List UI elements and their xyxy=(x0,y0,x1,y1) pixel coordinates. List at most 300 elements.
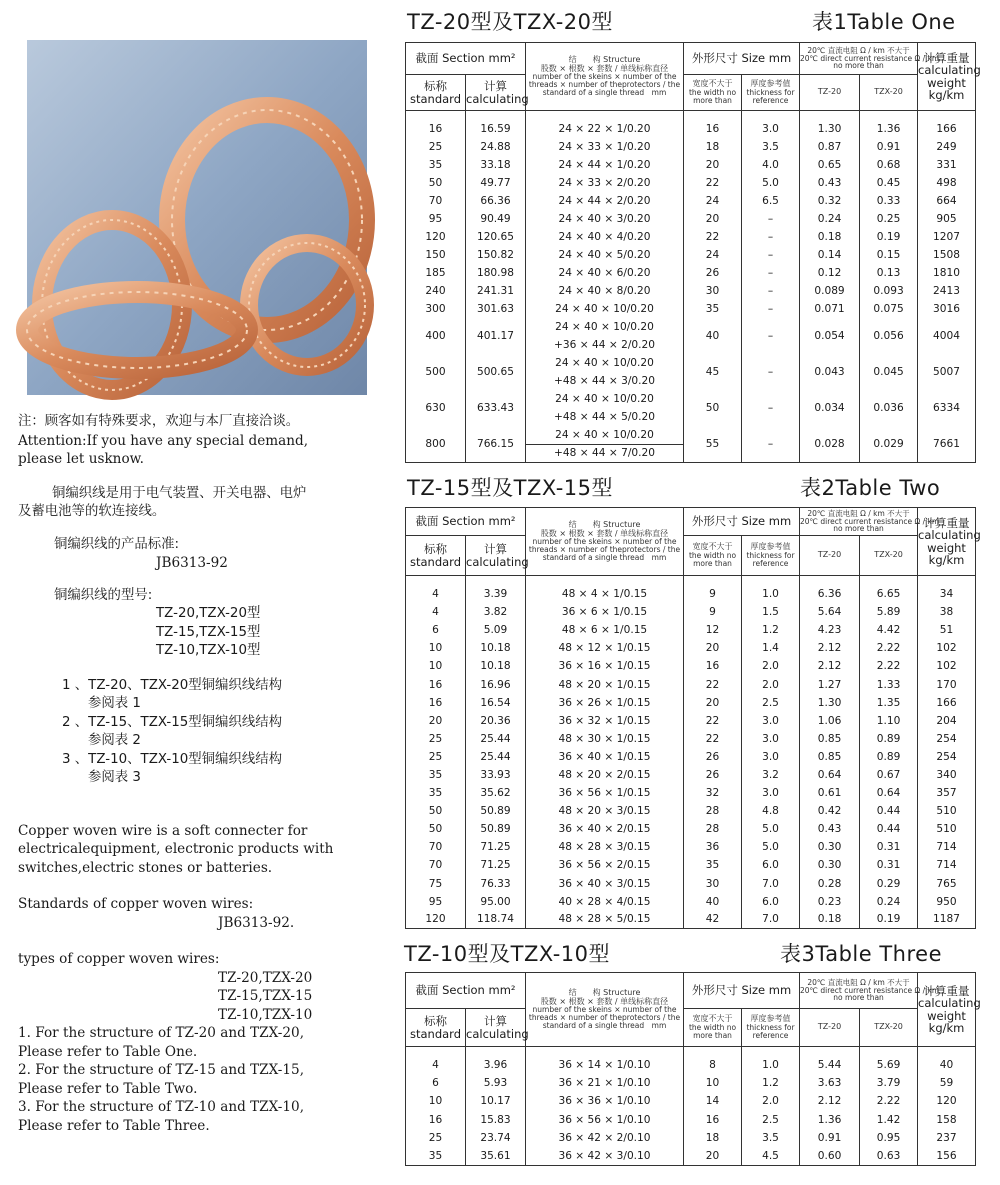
header-resist-1: 20℃ 直流电阻 Ω / km 不大于 xyxy=(807,508,910,518)
header-resist-3: no more than xyxy=(833,61,884,71)
cell-tz: 0.43 xyxy=(800,820,860,838)
cell-standard: 300 xyxy=(406,300,466,318)
note-en-1: Attention:If you have any special demand, xyxy=(18,432,309,449)
header-thick-cn: 厚度参考值 xyxy=(750,79,791,89)
table-row xyxy=(406,784,976,802)
cell-tzx: 0.31 xyxy=(860,838,918,856)
table-pad-cell xyxy=(526,111,684,121)
cell-standard: 50 xyxy=(406,802,466,820)
cell-thickness: – xyxy=(742,264,800,282)
header-standard-en: standard xyxy=(409,91,461,106)
table-pad-cell xyxy=(800,1047,860,1057)
cell-thickness: 2.5 xyxy=(742,694,800,712)
header-width-cn: 宽度不大于 xyxy=(692,79,733,89)
header-weight-en-1: calculating xyxy=(918,528,981,543)
cell-structure: 24 × 40 × 8/0.20 xyxy=(526,282,684,300)
table-pad-cell xyxy=(860,576,918,586)
cell-width: 42 xyxy=(684,911,742,929)
cell-thickness: 3.0 xyxy=(742,748,800,766)
cell-tzx: 1.33 xyxy=(860,675,918,693)
table-pad-cell xyxy=(918,111,976,121)
cell-calculating: 35.62 xyxy=(466,784,526,802)
ref-cn-3-l1: 3 、TZ-10、TZX-10型铜编织线结构 xyxy=(62,751,283,767)
note-cn: 注：顾客如有特殊要求，欢迎与本厂直接洽谈。 xyxy=(18,414,300,429)
cell-tzx: 5.69 xyxy=(860,1056,918,1074)
header-weight xyxy=(918,973,981,1047)
cell-standard: 95 xyxy=(406,893,466,911)
cell-width: 22 xyxy=(684,730,742,748)
table1-label: 表1Table One xyxy=(812,10,956,34)
header-structure-en-3: standard of a single thread mm xyxy=(542,1021,667,1031)
cell-weight: 166 xyxy=(918,120,976,138)
cell-tz: 0.28 xyxy=(800,875,860,893)
table2-label: 表2Table Two xyxy=(800,476,941,500)
cell-structure-2: +48 × 44 × 7/0.20 xyxy=(526,444,684,462)
cell-weight: 714 xyxy=(918,838,976,856)
table-row xyxy=(406,802,976,820)
header-resistance xyxy=(800,508,940,536)
cell-structure: 36 × 42 × 2/0.10 xyxy=(526,1129,684,1147)
types-cn-3: TZ-10,TZX-10型 xyxy=(156,643,261,658)
header-width-cn: 宽度不大于 xyxy=(692,1014,733,1024)
table-row xyxy=(406,820,976,838)
cell-tzx: 0.19 xyxy=(860,911,918,929)
table-row xyxy=(406,712,976,730)
table-row xyxy=(406,657,976,675)
cell-structure: 24 × 40 × 4/0.20 xyxy=(526,228,684,246)
cell-thickness: 3.0 xyxy=(742,120,800,138)
cell-thickness: 6.0 xyxy=(742,856,800,874)
cell-thickness: 3.2 xyxy=(742,766,800,784)
header-standard xyxy=(406,75,466,111)
header-resist-3: no more than xyxy=(833,993,884,1003)
cell-tz: 0.43 xyxy=(800,174,860,192)
header-resistance xyxy=(800,973,940,1009)
header-width xyxy=(684,1009,742,1047)
cell-width: 18 xyxy=(684,138,742,156)
header-weight-unit: kg/km xyxy=(928,87,965,102)
cell-weight: 1207 xyxy=(918,228,976,246)
cell-tz: 0.32 xyxy=(800,192,860,210)
cell-width: 32 xyxy=(684,784,742,802)
table-pad-cell xyxy=(742,111,800,121)
std-cn-value: JB6313-92 xyxy=(156,555,228,571)
ref-en-1-l2: Please refer to Table One. xyxy=(18,1043,198,1060)
cell-calculating: 633.43 xyxy=(466,390,526,426)
cell-thickness: – xyxy=(742,318,800,354)
cell-calculating: 16.59 xyxy=(466,120,526,138)
cell-width: 20 xyxy=(684,1147,742,1165)
header-weight-cn: 计算重量 xyxy=(923,516,970,531)
cell-width: 12 xyxy=(684,621,742,639)
cell-weight: 950 xyxy=(918,893,976,911)
cell-calculating: 71.25 xyxy=(466,838,526,856)
cell-width: 22 xyxy=(684,712,742,730)
cell-weight: 254 xyxy=(918,748,976,766)
cell-calculating: 16.96 xyxy=(466,675,526,693)
table-row xyxy=(406,639,976,657)
header-calc-cn: 计算 xyxy=(484,542,507,557)
header-calc-en: calculating xyxy=(466,554,529,569)
cell-standard: 35 xyxy=(406,784,466,802)
ref-en-3-l1: 3. For the structure of TZ-10 and TZX-10, xyxy=(18,1099,305,1115)
cell-width: 40 xyxy=(684,893,742,911)
cell-tz: 1.27 xyxy=(800,675,860,693)
header-weight-cn: 计算重量 xyxy=(923,51,970,66)
header-width-en-1: the width no xyxy=(688,1023,737,1033)
cell-structure: 36 × 40 × 2/0.15 xyxy=(526,820,684,838)
cell-standard: 150 xyxy=(406,246,466,264)
cell-thickness: 2.0 xyxy=(742,1092,800,1110)
table-row xyxy=(406,138,976,156)
table-row xyxy=(406,426,976,444)
cell-tzx: 2.22 xyxy=(860,657,918,675)
header-standard-cn: 标称 xyxy=(424,1014,447,1029)
cell-tz: 1.30 xyxy=(800,120,860,138)
cell-tz: 0.071 xyxy=(800,300,860,318)
cell-structure: 36 × 56 × 1/0.10 xyxy=(526,1111,684,1129)
cell-calculating: 10.17 xyxy=(466,1092,526,1110)
cell-width: 20 xyxy=(684,210,742,228)
cell-weight: 38 xyxy=(918,603,976,621)
cell-tz: 0.30 xyxy=(800,856,860,874)
cell-weight: 51 xyxy=(918,621,976,639)
table2-title: TZ-15型及TZX-15型 xyxy=(407,476,613,500)
cell-width: 30 xyxy=(684,875,742,893)
cell-tz: 1.30 xyxy=(800,694,860,712)
cell-calculating: 766.15 xyxy=(466,426,526,462)
cell-tz: 0.30 xyxy=(800,838,860,856)
cell-tz: 0.87 xyxy=(800,138,860,156)
table-row xyxy=(406,675,976,693)
cell-thickness: 3.0 xyxy=(742,730,800,748)
header-resistance xyxy=(800,43,940,75)
header-thick-en-2: reference xyxy=(752,1030,789,1040)
cell-thickness: 3.5 xyxy=(742,1129,800,1147)
cell-tz: 6.36 xyxy=(800,585,860,603)
header-weight xyxy=(918,43,981,111)
header-thick-en-2: reference xyxy=(752,95,789,105)
header-structure-en-1: number of the skeins × number of the xyxy=(532,72,677,82)
cell-tz: 0.043 xyxy=(800,354,860,390)
cell-tzx: 0.075 xyxy=(860,300,918,318)
cell-thickness: – xyxy=(742,426,800,462)
cell-thickness: 1.4 xyxy=(742,639,800,657)
cell-weight: 156 xyxy=(918,1147,976,1165)
cell-structure: 36 × 40 × 3/0.15 xyxy=(526,875,684,893)
cell-tzx: 0.29 xyxy=(860,875,918,893)
cell-thickness: – xyxy=(742,390,800,426)
cell-tzx: 3.79 xyxy=(860,1074,918,1092)
cell-tzx: 0.68 xyxy=(860,156,918,174)
table-pad-cell xyxy=(860,1047,918,1057)
header-size: 外形尺寸 Size mm xyxy=(684,508,800,536)
cell-weight: 7661 xyxy=(918,426,976,462)
cell-structure: 24 × 33 × 2/0.20 xyxy=(526,174,684,192)
header-thick-cn: 厚度参考值 xyxy=(750,1014,791,1024)
cell-thickness: – xyxy=(742,354,800,390)
cell-structure: 36 × 36 × 1/0.10 xyxy=(526,1092,684,1110)
cell-tz: 2.12 xyxy=(800,657,860,675)
cell-standard: 16 xyxy=(406,675,466,693)
cell-weight: 5007 xyxy=(918,354,976,390)
cell-structure: 36 × 56 × 1/0.15 xyxy=(526,784,684,802)
header-resist-2: 20℃ direct current resistance Ω / km xyxy=(800,53,940,63)
cell-structure-2: +48 × 44 × 3/0.20 xyxy=(526,372,684,390)
header-resist-1: 20℃ 直流电阻 Ω / km 不大于 xyxy=(807,977,910,987)
header-width xyxy=(684,75,742,111)
cell-standard: 6 xyxy=(406,1074,466,1092)
cell-tzx: 0.25 xyxy=(860,210,918,228)
cell-standard: 16 xyxy=(406,1111,466,1129)
header-calculating xyxy=(466,536,529,576)
cell-structure: 48 × 6 × 1/0.15 xyxy=(526,621,684,639)
cell-thickness: – xyxy=(742,282,800,300)
cell-structure: 48 × 4 × 1/0.15 xyxy=(526,585,684,603)
cell-tzx: 1.10 xyxy=(860,712,918,730)
cell-thickness: – xyxy=(742,228,800,246)
cell-structure: 24 × 40 × 5/0.20 xyxy=(526,246,684,264)
cell-width: 24 xyxy=(684,246,742,264)
cell-standard: 10 xyxy=(406,639,466,657)
cell-standard: 35 xyxy=(406,156,466,174)
cell-tz: 0.42 xyxy=(800,802,860,820)
cell-structure: 24 × 40 × 10/0.20 xyxy=(526,390,684,408)
cell-width: 22 xyxy=(684,228,742,246)
header-thick-en-2: reference xyxy=(752,558,789,568)
cell-calculating: 301.63 xyxy=(466,300,526,318)
cell-weight: 905 xyxy=(918,210,976,228)
cell-thickness: 4.0 xyxy=(742,156,800,174)
cell-weight: 34 xyxy=(918,585,976,603)
cell-tz: 0.23 xyxy=(800,893,860,911)
cell-calculating: 3.96 xyxy=(466,1056,526,1074)
cell-weight: 357 xyxy=(918,784,976,802)
cell-standard: 25 xyxy=(406,1129,466,1147)
table-pad-cell xyxy=(918,576,976,586)
cell-tz: 3.63 xyxy=(800,1074,860,1092)
table-row xyxy=(406,174,976,192)
desc-cn-2: 及蓄电池等的软连接线。 xyxy=(18,504,166,519)
header-resist-2: 20℃ direct current resistance Ω / km xyxy=(800,985,940,995)
header-structure-en-1: number of the skeins × number of the xyxy=(532,1005,677,1015)
header-standard-cn: 标称 xyxy=(424,79,447,94)
cell-tzx: 0.67 xyxy=(860,766,918,784)
cell-structure: 24 × 40 × 10/0.20 xyxy=(526,354,684,372)
cell-tzx: 5.89 xyxy=(860,603,918,621)
cell-width: 10 xyxy=(684,1074,742,1092)
cell-tzx: 0.64 xyxy=(860,784,918,802)
cell-weight: 59 xyxy=(918,1074,976,1092)
header-structure xyxy=(526,508,684,576)
ref-en-2-l1: 2. For the structure of TZ-15 and TZX-15, xyxy=(18,1062,305,1078)
cell-tz: 4.23 xyxy=(800,621,860,639)
cell-tz: 0.054 xyxy=(800,318,860,354)
cell-structure: 24 × 40 × 10/0.20 xyxy=(526,426,684,444)
cell-tz: 0.61 xyxy=(800,784,860,802)
cell-weight: 170 xyxy=(918,675,976,693)
note-en-2: please let usknow. xyxy=(18,451,144,467)
cell-calculating: 16.54 xyxy=(466,694,526,712)
cell-calculating: 180.98 xyxy=(466,264,526,282)
cell-tz: 0.14 xyxy=(800,246,860,264)
table-pad-cell xyxy=(466,111,526,121)
cell-standard: 50 xyxy=(406,820,466,838)
cell-thickness: 5.0 xyxy=(742,174,800,192)
cell-calculating: 50.89 xyxy=(466,820,526,838)
std-en-value: JB6313-92. xyxy=(218,914,295,931)
header-tzx20: TZX-20 xyxy=(860,75,918,111)
table1 xyxy=(405,42,981,463)
header-structure-cn-2: 股数 × 根数 × 套数 / 单线标称直径 xyxy=(540,528,669,538)
cell-standard: 500 xyxy=(406,354,466,390)
header-calc-cn: 计算 xyxy=(484,1014,507,1029)
cell-thickness: – xyxy=(742,300,800,318)
table-pad-cell xyxy=(742,576,800,586)
std-en-label: Standards of copper woven wires: xyxy=(18,896,254,912)
cell-tzx: 0.093 xyxy=(860,282,918,300)
cell-standard: 50 xyxy=(406,174,466,192)
cell-calculating: 120.65 xyxy=(466,228,526,246)
table-row xyxy=(406,318,976,336)
cell-structure: 24 × 44 × 1/0.20 xyxy=(526,156,684,174)
table-row xyxy=(406,264,976,282)
cell-calculating: 50.89 xyxy=(466,802,526,820)
cell-tzx: 0.63 xyxy=(860,1147,918,1165)
cell-structure: 36 × 6 × 1/0.15 xyxy=(526,603,684,621)
header-size: 外形尺寸 Size mm xyxy=(684,43,800,75)
cell-thickness: – xyxy=(742,246,800,264)
cell-tzx: 1.36 xyxy=(860,120,918,138)
cell-calculating: 90.49 xyxy=(466,210,526,228)
header-weight-en-2: weight xyxy=(927,75,966,90)
cell-weight: 254 xyxy=(918,730,976,748)
cell-standard: 75 xyxy=(406,875,466,893)
cell-thickness: 2.0 xyxy=(742,657,800,675)
cell-width: 35 xyxy=(684,300,742,318)
cell-structure: 24 × 40 × 6/0.20 xyxy=(526,264,684,282)
cell-structure: 48 × 12 × 1/0.15 xyxy=(526,639,684,657)
table-pad-cell xyxy=(466,576,526,586)
cell-standard: 4 xyxy=(406,585,466,603)
cell-tz: 2.12 xyxy=(800,1092,860,1110)
table2 xyxy=(405,507,981,929)
header-tz20: TZ-20 xyxy=(800,75,860,111)
header-thickness xyxy=(742,1009,800,1047)
header-structure-cn-1: 结 构 Structure xyxy=(568,987,641,997)
header-structure-en-3: standard of a single thread mm xyxy=(542,88,667,98)
cell-calculating: 500.65 xyxy=(466,354,526,390)
cell-structure: 48 × 20 × 2/0.15 xyxy=(526,766,684,784)
cell-weight: 1810 xyxy=(918,264,976,282)
table-row xyxy=(406,893,976,911)
table-row xyxy=(406,621,976,639)
cell-width: 20 xyxy=(684,694,742,712)
types-cn-2: TZ-15,TZX-15型 xyxy=(156,624,261,640)
cell-tzx: 0.24 xyxy=(860,893,918,911)
header-width-en-1: the width no xyxy=(688,551,737,561)
cell-weight: 120 xyxy=(918,1092,976,1110)
cell-thickness: 1.2 xyxy=(742,1074,800,1092)
header-size: 外形尺寸 Size mm xyxy=(684,973,800,1009)
cell-structure: 24 × 33 × 1/0.20 xyxy=(526,138,684,156)
header-width-en-2: more than xyxy=(693,95,732,105)
cell-tz: 0.18 xyxy=(800,911,860,929)
header-structure-en-2: threads × number of theprotectors / the xyxy=(528,1013,681,1023)
table-pad-cell xyxy=(684,576,742,586)
table-pad-cell xyxy=(526,1047,684,1057)
cell-structure: 36 × 14 × 1/0.10 xyxy=(526,1056,684,1074)
cell-standard: 120 xyxy=(406,911,466,929)
cell-weight: 102 xyxy=(918,639,976,657)
cell-thickness: 4.8 xyxy=(742,802,800,820)
ref-cn-1-l1: 1 、TZ-20、TZX-20型铜编织线结构 xyxy=(62,677,283,693)
cell-weight: 166 xyxy=(918,694,976,712)
ref-en-1-l1: 1. For the structure of TZ-20 and TZX-20, xyxy=(18,1025,305,1041)
cell-width: 36 xyxy=(684,838,742,856)
cell-width: 55 xyxy=(684,426,742,462)
types-cn-1: TZ-20,TZX-20型 xyxy=(156,606,261,621)
header-width-cn: 宽度不大于 xyxy=(692,542,733,552)
ref-cn-1-l2: 参阅表 1 xyxy=(88,696,141,711)
cell-tzx: 0.89 xyxy=(860,748,918,766)
cell-standard: 25 xyxy=(406,730,466,748)
table3-title: TZ-10型及TZX-10型 xyxy=(404,942,610,966)
table-pad-cell xyxy=(684,1047,742,1057)
cell-thickness: 5.0 xyxy=(742,820,800,838)
cell-standard: 630 xyxy=(406,390,466,426)
table-row xyxy=(406,730,976,748)
cell-width: 16 xyxy=(684,120,742,138)
cell-tzx: 0.44 xyxy=(860,802,918,820)
cell-weight: 340 xyxy=(918,766,976,784)
cell-width: 16 xyxy=(684,657,742,675)
cell-tz: 0.089 xyxy=(800,282,860,300)
cell-structure: 48 × 28 × 3/0.15 xyxy=(526,838,684,856)
table-row xyxy=(406,120,976,138)
header-calc-en: calculating xyxy=(466,91,529,106)
cell-calculating: 35.61 xyxy=(466,1147,526,1165)
header-standard-cn: 标称 xyxy=(424,542,447,557)
header-section: 截面 Section mm² xyxy=(406,43,526,75)
cell-weight: 1187 xyxy=(918,911,976,929)
header-standard-en: standard xyxy=(409,1026,461,1041)
cell-tz: 5.44 xyxy=(800,1056,860,1074)
cell-width: 16 xyxy=(684,1111,742,1129)
cell-calculating: 118.74 xyxy=(466,911,526,929)
cell-tz: 0.65 xyxy=(800,156,860,174)
header-resist-1: 20℃ 直流电阻 Ω / km 不大于 xyxy=(807,45,910,55)
table-row xyxy=(406,354,976,372)
table-pad-cell xyxy=(800,111,860,121)
header-calculating xyxy=(466,75,529,111)
cell-weight: 40 xyxy=(918,1056,976,1074)
header-structure-en-3: standard of a single thread mm xyxy=(542,553,667,563)
table-row xyxy=(406,210,976,228)
cell-structure-2: +36 × 44 × 2/0.20 xyxy=(526,336,684,354)
cell-weight: 510 xyxy=(918,802,976,820)
header-thick-en-1: thickness for xyxy=(746,551,795,561)
cell-weight: 510 xyxy=(918,820,976,838)
cell-tz: 0.034 xyxy=(800,390,860,426)
table-pad-cell xyxy=(860,111,918,121)
cell-weight: 664 xyxy=(918,192,976,210)
cell-calculating: 25.44 xyxy=(466,730,526,748)
cell-thickness: 2.0 xyxy=(742,675,800,693)
header-tz20: TZ-20 xyxy=(800,536,860,576)
cell-structure: 40 × 28 × 4/0.15 xyxy=(526,893,684,911)
cell-tz: 1.36 xyxy=(800,1111,860,1129)
